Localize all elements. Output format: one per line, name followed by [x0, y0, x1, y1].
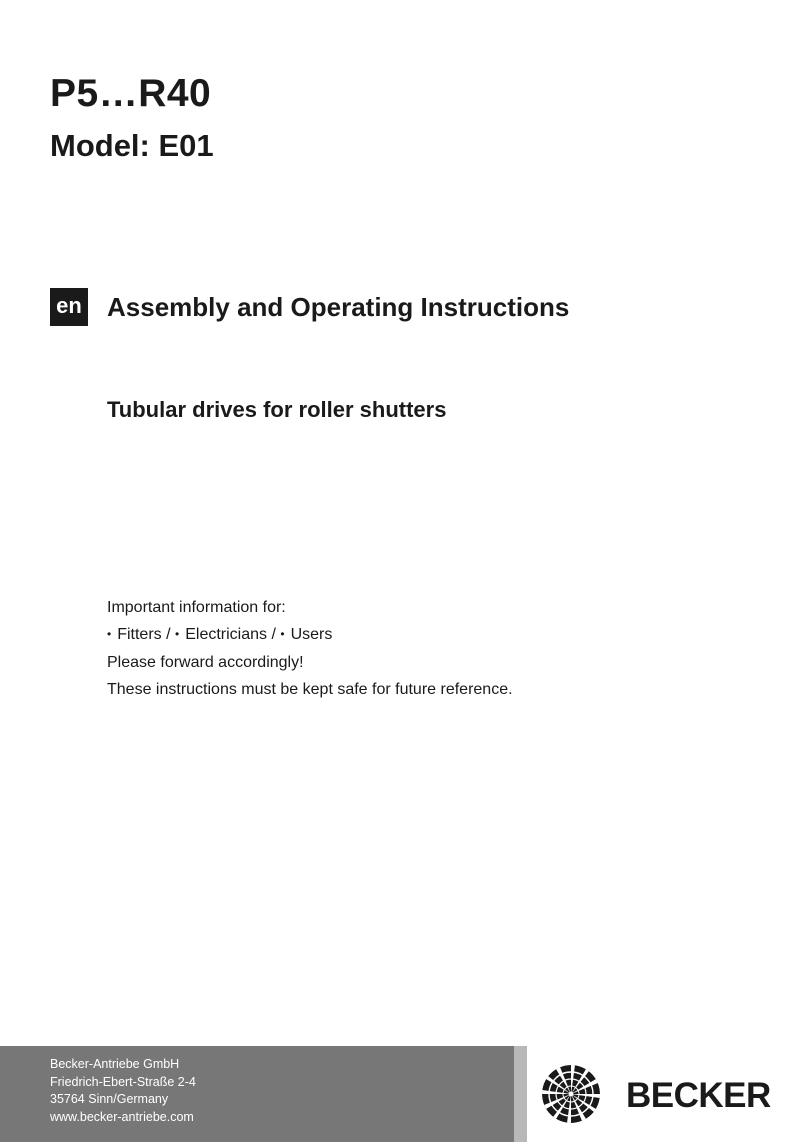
audience-separator: /	[271, 626, 276, 643]
footer-city: 35764 Sinn/Germany	[50, 1092, 169, 1106]
audience-item: Fitters	[117, 626, 162, 643]
audience-list	[107, 621, 513, 649]
forward-note: Please forward accordingly!	[107, 654, 304, 671]
footer-website: www.becker-antriebe.com	[50, 1109, 194, 1124]
language-badge: en	[50, 288, 88, 326]
brand-logo-text: BECKER	[626, 1076, 771, 1115]
concentric-swirl-logo-icon	[541, 1064, 601, 1124]
audience-separator: /	[166, 626, 171, 643]
bullet-icon: •	[107, 627, 112, 641]
keep-safe-note: These instructions must be kept safe for future reference.	[107, 681, 513, 698]
section-heading: Assembly and Operating Instructions	[107, 292, 570, 322]
bullet-icon: •	[280, 627, 285, 641]
bullet-icon: •	[175, 627, 180, 641]
footer-company: Becker-Antriebe GmbH	[50, 1057, 180, 1071]
document-title: P5…R40	[50, 72, 212, 115]
audience-item: Electricians	[185, 626, 268, 643]
footer-divider	[514, 1046, 527, 1142]
footer-address-block	[0, 1046, 514, 1142]
info-intro: Important information for:	[107, 599, 286, 616]
audience-item: Users	[290, 626, 333, 643]
model-label: Model: E01	[50, 128, 214, 163]
footer-street: Friedrich-Ebert-Straße 2-4	[50, 1074, 196, 1089]
important-info-block	[107, 594, 513, 703]
product-subheading: Tubular drives for roller shutters	[107, 397, 447, 422]
